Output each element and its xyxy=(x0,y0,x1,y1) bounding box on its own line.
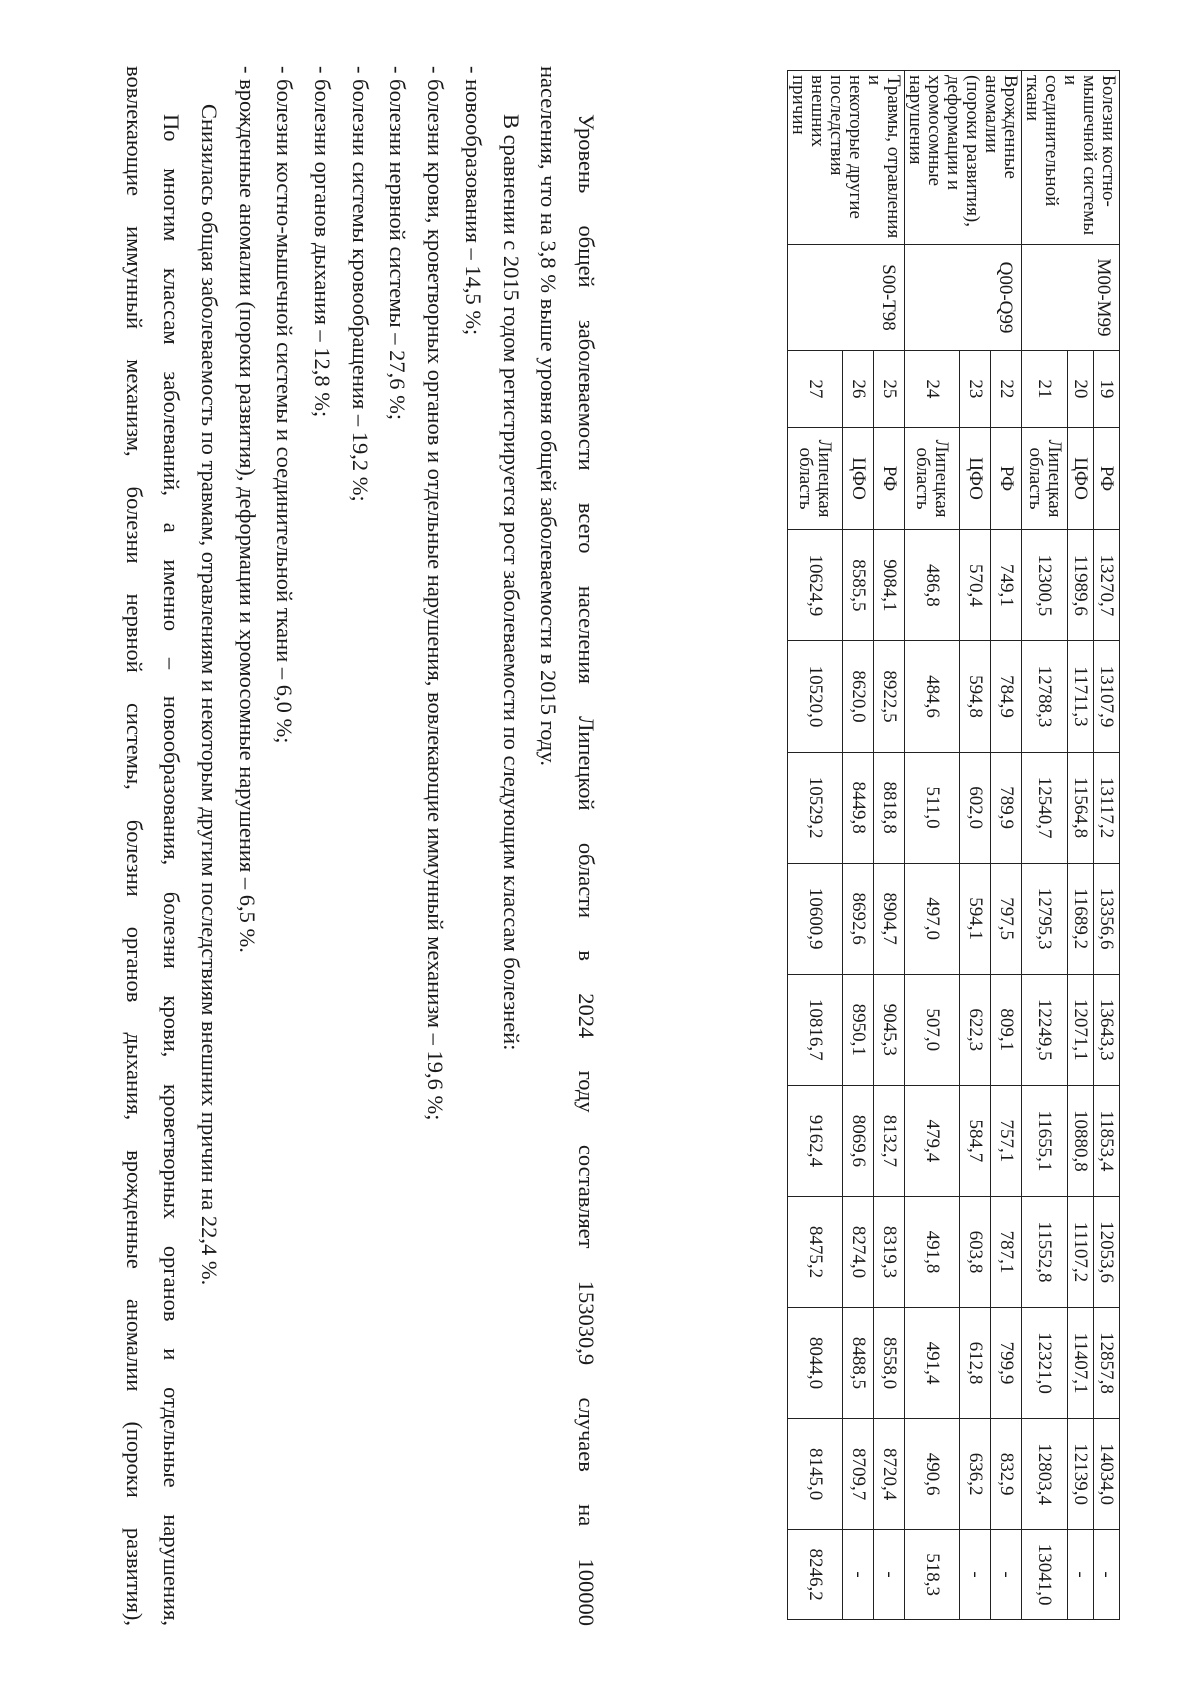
value-cell: 11853,4 xyxy=(1094,1085,1120,1196)
table-body xyxy=(788,71,1120,1620)
value-cell: 832,9 xyxy=(991,1419,1022,1530)
row-number: 24 xyxy=(905,350,960,427)
disease-class-name-line: Врожденные аномалии xyxy=(981,75,1021,179)
value-cell: 518,3 xyxy=(905,1530,960,1620)
icd-code: Q00-Q99 xyxy=(905,245,1022,351)
row-number: 27 xyxy=(788,350,843,427)
value-cell: 594,1 xyxy=(960,863,991,974)
list-item: - болезни нервной системы – 27,6 %; xyxy=(385,66,411,421)
value-cell: 10816,7 xyxy=(788,974,843,1085)
value-cell: 11407,1 xyxy=(1068,1307,1094,1418)
territory-name: Липецкая область xyxy=(1022,427,1068,530)
disease-class-name-line: деформации и xyxy=(943,75,964,191)
value-cell: - xyxy=(1068,1530,1094,1620)
value-cell: 8904,7 xyxy=(874,863,905,974)
value-cell: 484,6 xyxy=(905,641,960,752)
list-item: - болезни крови, кроветворных органов и отдельные нарушения, вовлекающие иммунный механизм – 19,6 %; xyxy=(423,66,449,1121)
value-cell: - xyxy=(960,1530,991,1620)
list-item: - врожденные аномалии (пороки развития), деформации и хромосомные нарушения – 6,5 %. xyxy=(234,66,260,953)
paragraph-classes-cont: вовлекающие иммунный механизм, болезни нервной системы, болезни органов дыхания, врожденные аномалии (пороки развития), xyxy=(121,66,147,1626)
disease-class-name-line: мышечной системы и xyxy=(1060,75,1100,236)
value-cell: - xyxy=(874,1530,905,1620)
value-cell: 11564,8 xyxy=(1068,752,1094,863)
value-cell: 799,9 xyxy=(991,1307,1022,1418)
disease-class-name-line: последствия внешних xyxy=(807,75,847,176)
value-cell: 11989,6 xyxy=(1068,530,1094,641)
disease-class-name-line: соединительной ткани xyxy=(1022,75,1062,207)
value-cell: 490,6 xyxy=(905,1419,960,1530)
value-cell: 12300,5 xyxy=(1022,530,1068,641)
value-cell: 9162,4 xyxy=(788,1085,843,1196)
table-row xyxy=(1094,71,1120,1620)
value-cell: 13041,0 xyxy=(1022,1530,1068,1620)
list-item: - новообразования – 14,5 %; xyxy=(460,66,486,336)
value-cell: 8132,7 xyxy=(874,1085,905,1196)
value-cell: - xyxy=(1094,1530,1120,1620)
row-number: 21 xyxy=(1022,350,1068,427)
row-number: 22 xyxy=(991,350,1022,427)
value-cell: 8818,8 xyxy=(874,752,905,863)
value-cell: 749,1 xyxy=(991,530,1022,641)
value-cell: 789,9 xyxy=(991,752,1022,863)
value-cell: 8069,6 xyxy=(843,1085,874,1196)
value-cell: 10600,9 xyxy=(788,863,843,974)
value-cell: 9045,3 xyxy=(874,974,905,1085)
value-cell: 8475,2 xyxy=(788,1196,843,1307)
disease-class-name-line: хромосомные xyxy=(924,75,945,187)
value-cell: 787,1 xyxy=(991,1196,1022,1307)
value-cell: 8558,0 xyxy=(874,1307,905,1418)
value-cell: 12795,3 xyxy=(1022,863,1068,974)
value-cell: 12321,0 xyxy=(1022,1307,1068,1418)
value-cell: 584,7 xyxy=(960,1085,991,1196)
value-cell: 491,8 xyxy=(905,1196,960,1307)
value-cell: 12803,4 xyxy=(1022,1419,1068,1530)
disease-class-name xyxy=(905,71,1022,245)
value-cell: 797,5 xyxy=(991,863,1022,974)
list-item: - болезни органов дыхания – 12,8 %; xyxy=(310,66,336,418)
list-item: - болезни костно-мышечной системы и соединительной ткани – 6,0 %; xyxy=(272,66,298,744)
value-cell: 13107,9 xyxy=(1094,641,1120,752)
value-cell: 486,8 xyxy=(905,530,960,641)
disease-class-name xyxy=(1022,71,1120,245)
value-cell: 13270,7 xyxy=(1094,530,1120,641)
text-block xyxy=(115,66,605,1626)
value-cell: 13643,3 xyxy=(1094,974,1120,1085)
value-cell: 784,9 xyxy=(991,641,1022,752)
disease-class-name-line: (пороки развития), xyxy=(962,75,983,228)
value-cell: 8145,0 xyxy=(788,1419,843,1530)
value-cell: - xyxy=(991,1530,1022,1620)
value-cell: 8488,5 xyxy=(843,1307,874,1418)
value-cell: - xyxy=(843,1530,874,1620)
value-cell: 9084,1 xyxy=(874,530,905,641)
value-cell: 14034,0 xyxy=(1094,1419,1120,1530)
value-cell: 10880,8 xyxy=(1068,1085,1094,1196)
value-cell: 497,0 xyxy=(905,863,960,974)
value-cell: 12788,3 xyxy=(1022,641,1068,752)
icd-code: M00-M99 xyxy=(1022,245,1120,351)
paragraph-total-morbidity-cont: населения, что на 3,8 % выше уровня общей заболеваемости в 2015 году. xyxy=(536,66,562,766)
value-cell: 11711,3 xyxy=(1068,641,1094,752)
value-cell: 8274,0 xyxy=(843,1196,874,1307)
value-cell: 602,0 xyxy=(960,752,991,863)
disease-class-name-line: нарушения xyxy=(905,75,926,165)
value-cell: 13117,2 xyxy=(1094,752,1120,863)
value-cell: 511,0 xyxy=(905,752,960,863)
value-cell: 8585,5 xyxy=(843,530,874,641)
value-cell: 809,1 xyxy=(991,974,1022,1085)
paragraph-decrease: Снизилась общая заболеваемость по травмам, отравлениям и некоторым другим последствиям внешних причин на 22,4 %. xyxy=(196,104,222,1286)
disease-class-name-line: Болезни костно- xyxy=(1098,75,1119,207)
paragraph-total-morbidity: Уровень общей заболеваемости всего населения Липецкой области в 2024 году составляет 153030,9 случаев на 100000 xyxy=(574,114,599,1626)
territory-name: РФ xyxy=(991,427,1022,530)
value-cell: 10520,0 xyxy=(788,641,843,752)
value-cell: 11107,2 xyxy=(1068,1196,1094,1307)
value-cell: 11689,2 xyxy=(1068,863,1094,974)
value-cell: 8620,0 xyxy=(843,641,874,752)
value-cell: 10529,2 xyxy=(788,752,843,863)
territory-name: Липецкая область xyxy=(905,427,960,530)
territory-name: ЦФО xyxy=(843,427,874,530)
disease-class-name-line: Травмы, отравления и xyxy=(864,75,904,239)
territory-name: РФ xyxy=(1094,427,1120,530)
morbidity-table xyxy=(787,70,1120,1620)
row-number: 25 xyxy=(874,350,905,427)
value-cell: 491,4 xyxy=(905,1307,960,1418)
row-number: 23 xyxy=(960,350,991,427)
icd-code: S00-T98 xyxy=(788,245,905,351)
value-cell: 12249,5 xyxy=(1022,974,1068,1085)
value-cell: 8692,6 xyxy=(843,863,874,974)
value-cell: 8449,8 xyxy=(843,752,874,863)
row-number: 19 xyxy=(1094,350,1120,427)
value-cell: 612,8 xyxy=(960,1307,991,1418)
table-row xyxy=(991,71,1022,1620)
value-cell: 11655,1 xyxy=(1022,1085,1068,1196)
territory-name: Липецкая область xyxy=(788,427,843,530)
value-cell: 11552,8 xyxy=(1022,1196,1068,1307)
disease-class-name xyxy=(788,71,905,245)
value-cell: 636,2 xyxy=(960,1419,991,1530)
value-cell: 570,4 xyxy=(960,530,991,641)
disease-class-name-line: некоторые другие xyxy=(845,75,866,219)
value-cell: 12540,7 xyxy=(1022,752,1068,863)
row-number: 20 xyxy=(1068,350,1094,427)
value-cell: 8709,7 xyxy=(843,1419,874,1530)
value-cell: 603,8 xyxy=(960,1196,991,1307)
value-cell: 594,8 xyxy=(960,641,991,752)
disease-class-name-line: причин xyxy=(788,75,809,135)
value-cell: 12071,1 xyxy=(1068,974,1094,1085)
paragraph-classes: По многим классам заболеваний, а именно – новообразования, болезни крови, кроветворных органов и отдельные нарушения, xyxy=(159,114,185,1626)
value-cell: 10624,9 xyxy=(788,530,843,641)
paragraph-growth-intro: В сравнении с 2015 годом регистрируется рост заболеваемости по следующим классам болезней: xyxy=(498,114,524,1051)
value-cell: 8319,3 xyxy=(874,1196,905,1307)
territory-name: ЦФО xyxy=(1068,427,1094,530)
value-cell: 8246,2 xyxy=(788,1530,843,1620)
value-cell: 8044,0 xyxy=(788,1307,843,1418)
row-number: 26 xyxy=(843,350,874,427)
table-row xyxy=(874,71,905,1620)
value-cell: 12857,8 xyxy=(1094,1307,1120,1418)
value-cell: 8720,4 xyxy=(874,1419,905,1530)
territory-name: РФ xyxy=(874,427,905,530)
value-cell: 479,4 xyxy=(905,1085,960,1196)
value-cell: 622,3 xyxy=(960,974,991,1085)
territory-name: ЦФО xyxy=(960,427,991,530)
value-cell: 13356,6 xyxy=(1094,863,1120,974)
value-cell: 12053,6 xyxy=(1094,1196,1120,1307)
value-cell: 12139,0 xyxy=(1068,1419,1094,1530)
value-cell: 8922,5 xyxy=(874,641,905,752)
value-cell: 507,0 xyxy=(905,974,960,1085)
value-cell: 757,1 xyxy=(991,1085,1022,1196)
value-cell: 8950,1 xyxy=(843,974,874,1085)
list-item: - болезни системы кровообращения – 19,2 %; xyxy=(347,66,373,502)
